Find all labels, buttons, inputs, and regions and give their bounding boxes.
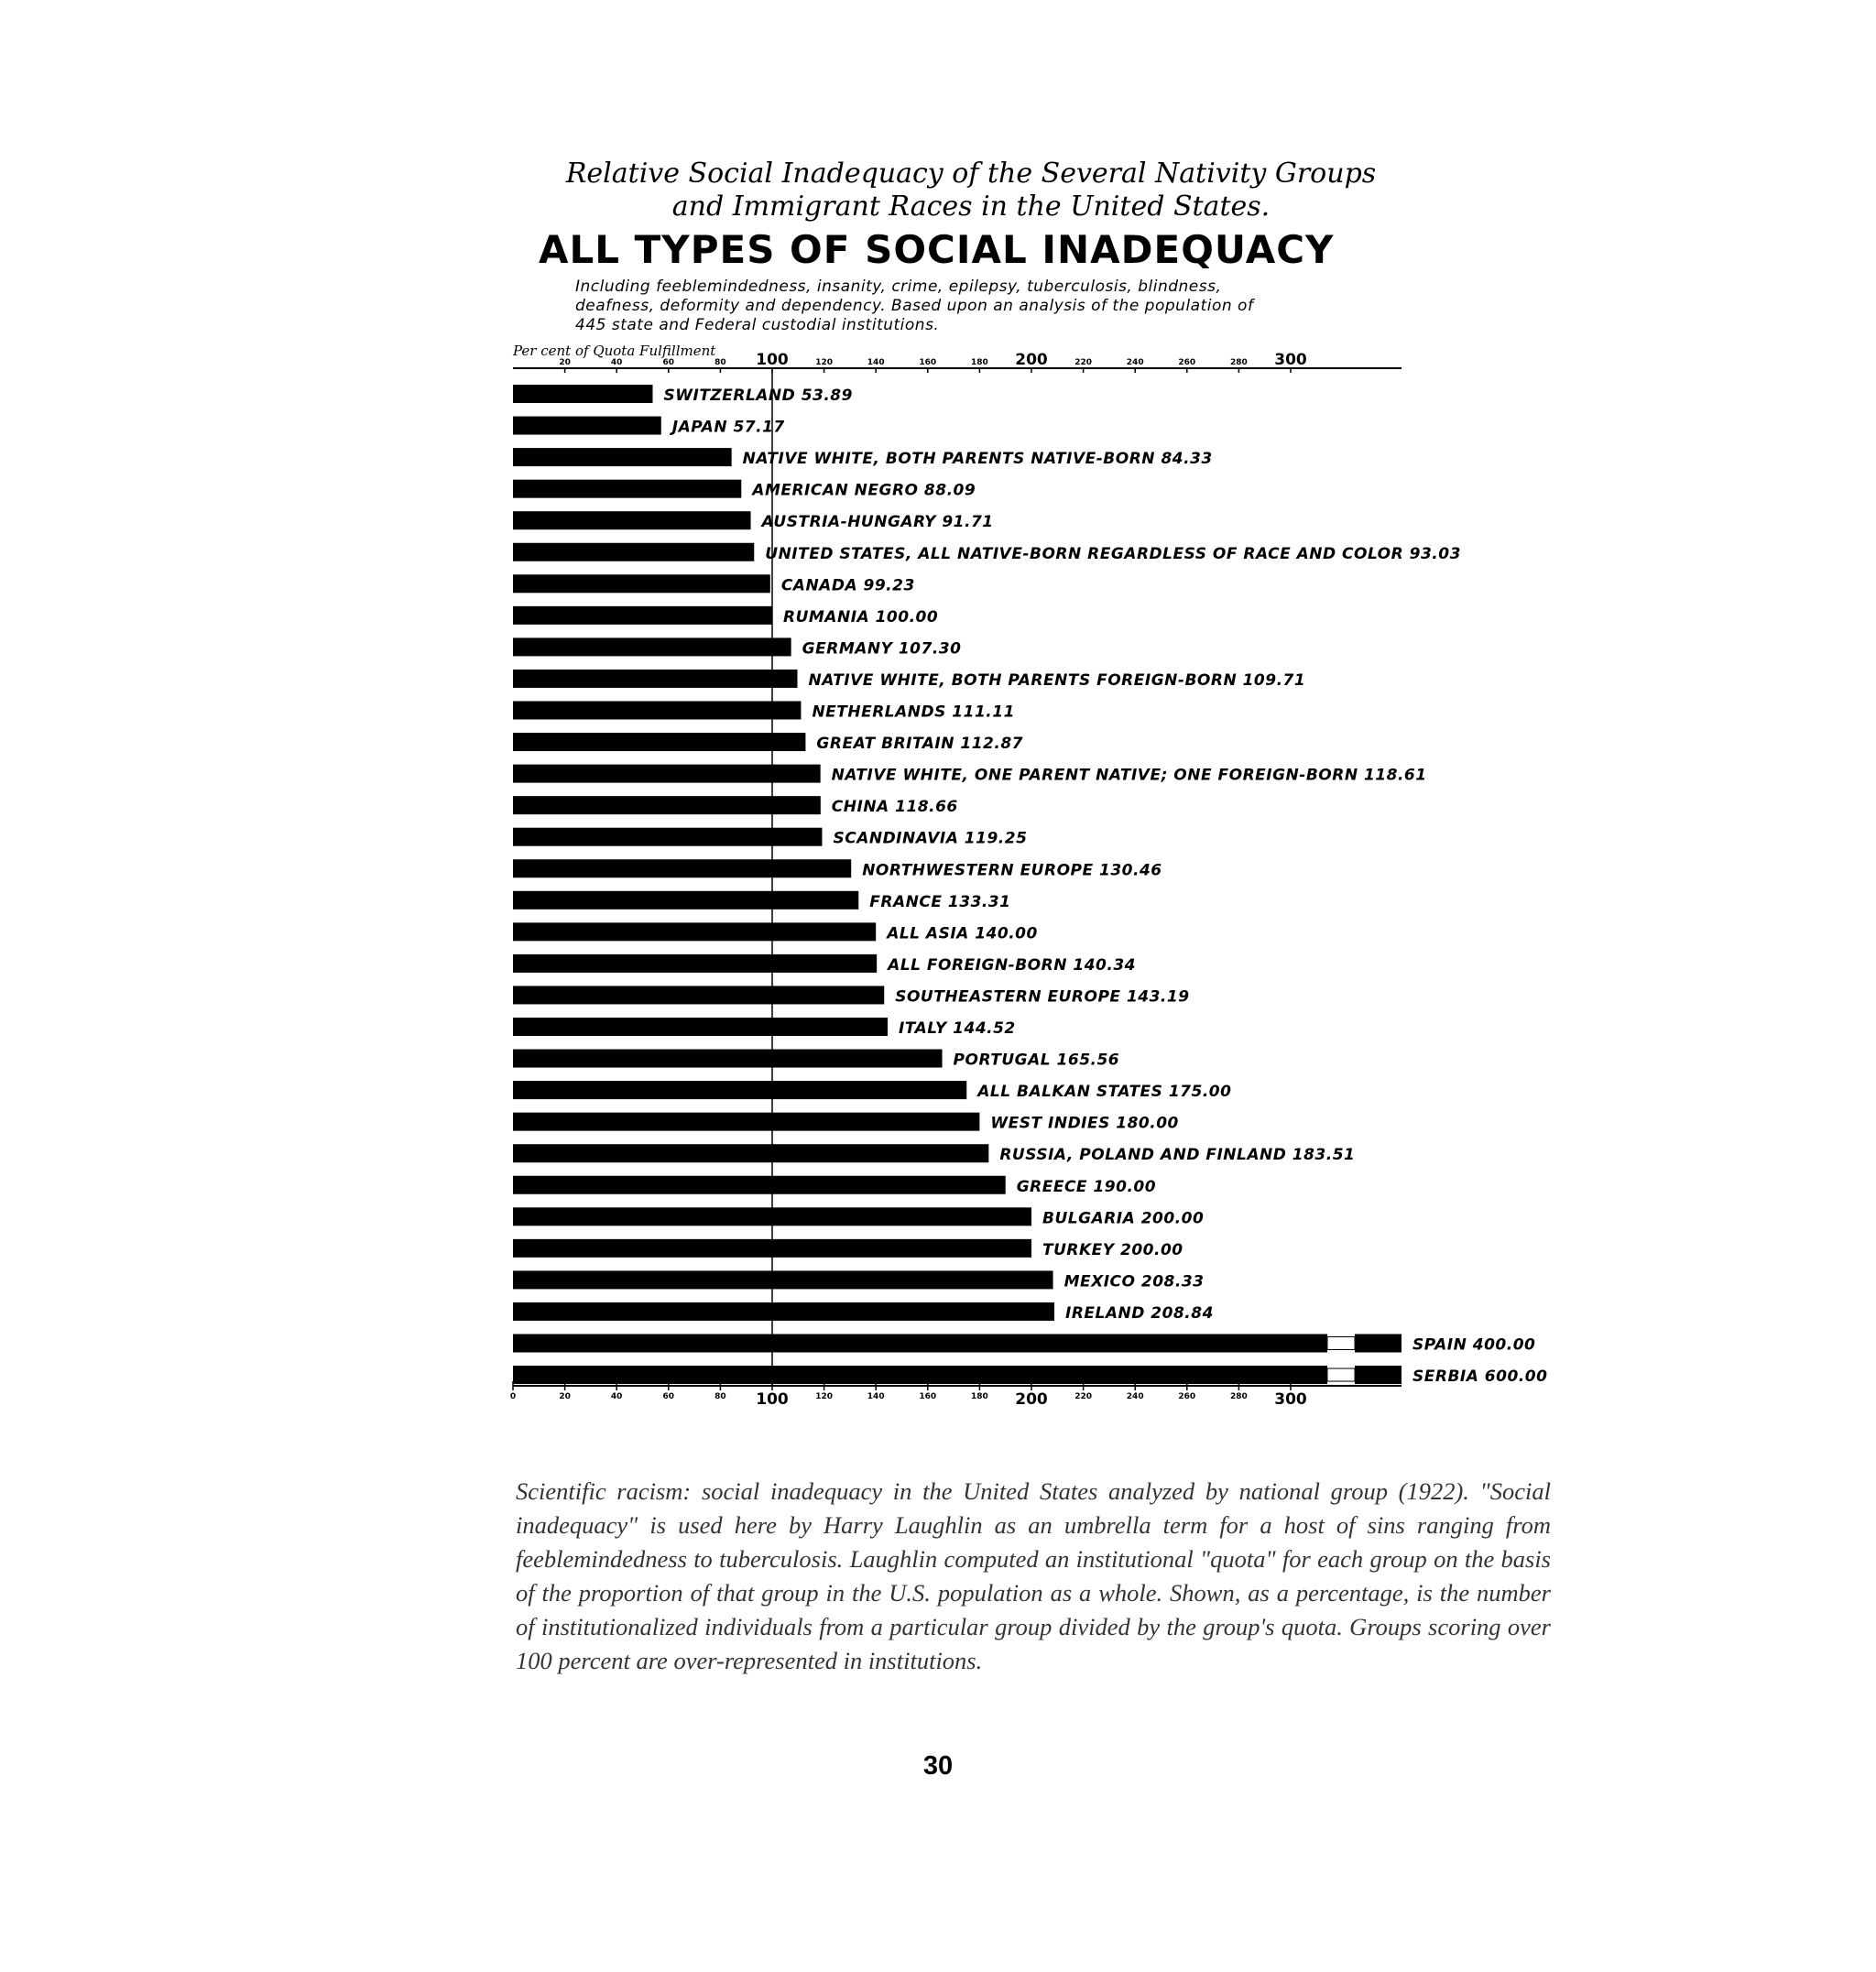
bar [513, 511, 751, 529]
bar-label: JAPAN 57.17 [671, 418, 785, 437]
bar [513, 385, 653, 403]
bar [513, 828, 822, 846]
top-tick-label: 240 [1126, 358, 1144, 367]
top-tick-label: 60 [662, 358, 675, 367]
bar [513, 480, 741, 498]
bar [513, 922, 876, 941]
bar-label: UNITED STATES, ALL NATIVE-BORN REGARDLESS OF RACE AND COLOR 93.03 [765, 544, 1461, 563]
bar [513, 606, 772, 625]
bar-label: GREAT BRITAIN 112.87 [816, 735, 1024, 754]
bottom-tick-label: 200 [1015, 1390, 1048, 1409]
bar [513, 733, 805, 751]
bar [513, 1207, 1031, 1226]
bottom-tick-label: 300 [1274, 1390, 1307, 1409]
bar [513, 1176, 1006, 1194]
bar-label: SCANDINAVIA 119.25 [833, 829, 1028, 848]
top-tick-label: 260 [1178, 358, 1196, 367]
bar [513, 543, 754, 561]
bar-label: RUSSIA, POLAND AND FINLAND 183.51 [999, 1146, 1356, 1165]
bar [513, 986, 884, 1004]
bottom-tick-label: 60 [662, 1392, 675, 1401]
bar [513, 1144, 988, 1162]
bar-label: NETHERLANDS 111.11 [812, 703, 1015, 722]
bar-label: WEST INDIES 180.00 [990, 1114, 1179, 1133]
top-tick-label: 160 [919, 358, 937, 367]
bar-label: FRANCE 133.31 [869, 892, 1011, 911]
top-tick-label: 280 [1230, 358, 1248, 367]
x-axis-label: Per cent of Quota Fulfillment [513, 343, 716, 359]
bar-label: GREECE 190.00 [1016, 1177, 1157, 1196]
top-tick-label: 220 [1074, 358, 1092, 367]
bottom-tick-label: 260 [1178, 1392, 1196, 1401]
top-tick-label: 120 [815, 358, 833, 367]
bar-label: CHINA 118.66 [831, 798, 958, 817]
bar-label: NORTHWESTERN EUROPE 130.46 [862, 861, 1162, 880]
bottom-tick-label: 140 [867, 1392, 885, 1401]
bottom-tick-label: 180 [971, 1392, 988, 1401]
bar-label: IRELAND 208.84 [1065, 1303, 1214, 1323]
bar [513, 859, 851, 877]
top-tick-label: 20 [559, 358, 571, 367]
top-tick-label: 180 [971, 358, 988, 367]
bar [513, 670, 797, 688]
bar [513, 702, 801, 720]
bottom-tick-label: 80 [714, 1392, 726, 1401]
bar [513, 1113, 979, 1131]
bar-break [1327, 1368, 1355, 1381]
chart-heading: ALL TYPES OF SOCIAL INADEQUACY [539, 227, 1335, 272]
bar [513, 1335, 1327, 1353]
bar [513, 891, 858, 910]
bar-label: ALL FOREIGN-BORN 140.34 [888, 955, 1136, 975]
bar-label: MEXICO 208.33 [1063, 1272, 1205, 1291]
bar [513, 1239, 1031, 1258]
bar-label: SOUTHEASTERN EUROPE 143.19 [895, 987, 1190, 1007]
bar-continuation [1355, 1366, 1402, 1384]
bar-chart [0, 339, 1876, 1420]
bar-break [1327, 1337, 1355, 1350]
bar-label: RUMANIA 100.00 [783, 607, 939, 626]
top-tick-label: 80 [714, 358, 726, 367]
bar-label: SERBIA 600.00 [1412, 1367, 1548, 1387]
bar [513, 1018, 888, 1036]
chart-subtitle: Including feeblemindedness, insanity, crime, epilepsy, tuberculosis, blindness, deafness, deformity and dependency. Based upon an analysis of the population of 445 state and Federal custodial institutions. [575, 278, 1254, 334]
top-tick-label: 40 [610, 358, 623, 367]
bar [513, 448, 732, 466]
bar [513, 1081, 966, 1099]
bar-label: ALL ASIA 140.00 [887, 924, 1038, 943]
bottom-tick-label: 20 [559, 1392, 571, 1401]
bar-label: NATIVE WHITE, BOTH PARENTS FOREIGN-BORN 109.71 [808, 670, 1306, 690]
chart-title-line-2: and Immigrant Races in the United States. [671, 191, 1271, 223]
top-tick-label: 200 [1015, 351, 1048, 369]
bar-label: PORTUGAL 165.56 [953, 1051, 1120, 1070]
bottom-tick-label: 160 [919, 1392, 937, 1401]
bar-label: ALL BALKAN STATES 175.00 [977, 1083, 1232, 1102]
bar [513, 765, 821, 783]
bar-label: SPAIN 400.00 [1412, 1335, 1536, 1355]
bottom-tick-label: 120 [815, 1392, 833, 1401]
bar [513, 796, 821, 814]
bar-label: NATIVE WHITE, BOTH PARENTS NATIVE-BORN 84.33 [742, 450, 1213, 469]
bar [513, 1366, 1327, 1384]
bottom-tick-label: 280 [1230, 1392, 1248, 1401]
top-tick-label: 300 [1274, 351, 1307, 369]
bar-label: CANADA 99.23 [780, 576, 915, 595]
bar-label: NATIVE WHITE, ONE PARENT NATIVE; ONE FOREIGN-BORN 118.61 [831, 766, 1427, 785]
bar [513, 574, 770, 593]
bottom-tick-label: 240 [1126, 1392, 1144, 1401]
figure-caption: Scientific racism: social inadequacy in the United States analyzed by national group (1922). "Social inadequacy" is used here by Harry Laughlin as an umbrella term for a host of sins ranging from feeblemindedness to tuberculosis. Laughlin computed an institutional "quota" for each group on the basis of the proportion of that group in the U.S. population as a whole. Shown, as a percentage, is the number of institutionalized individuals from a particular group divided by the group's quota. Groups scoring over 100 percent are over-represented in institutions. [516, 1477, 1551, 1674]
top-tick-label: 100 [756, 351, 789, 369]
bar [513, 954, 877, 973]
bar [513, 637, 791, 656]
bar [513, 1050, 943, 1068]
bottom-tick-label: 0 [509, 1392, 517, 1401]
bottom-tick-label: 220 [1074, 1392, 1092, 1401]
bar-continuation [1355, 1335, 1402, 1353]
top-tick-label: 140 [867, 358, 885, 367]
bar-label: SWITZERLAND 53.89 [663, 387, 853, 405]
page-number: 30 [922, 1751, 954, 1781]
bar-label: AMERICAN NEGRO 88.09 [752, 481, 976, 500]
bar [513, 1302, 1054, 1321]
bar [513, 417, 661, 435]
bottom-tick-label: 40 [610, 1392, 623, 1401]
bar-label: ITALY 144.52 [898, 1019, 1016, 1038]
bar-label: GERMANY 107.30 [802, 639, 962, 659]
bar-label: AUSTRIA-HUNGARY 91.71 [761, 513, 994, 532]
bar-label: BULGARIA 200.00 [1042, 1209, 1205, 1228]
bar-label: TURKEY 200.00 [1042, 1240, 1183, 1259]
bottom-tick-label: 100 [756, 1390, 789, 1409]
chart-title-line-1: Relative Social Inadequacy of the Several Nativity Groups [565, 158, 1377, 190]
bar [513, 1270, 1053, 1289]
